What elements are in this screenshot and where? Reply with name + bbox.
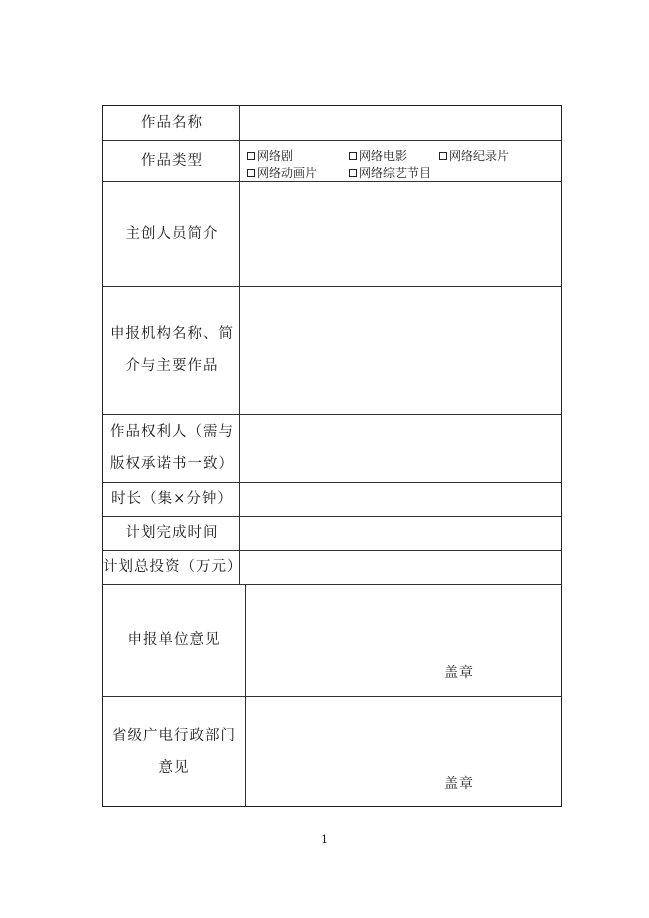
column-divider xyxy=(245,584,246,806)
label-work-name: 作品名称 xyxy=(141,115,203,131)
checkbox-icon[interactable] xyxy=(247,152,255,160)
checkbox-icon[interactable] xyxy=(349,169,357,177)
label-planned-completion: 计划完成时间 xyxy=(125,525,219,541)
label-creator-intro: 主创人员简介 xyxy=(125,225,219,242)
label-planned-investment: 计划总投资（万元） xyxy=(103,559,243,575)
seal-label-applicant: 盖章 xyxy=(444,665,474,681)
page-number: 1 xyxy=(321,833,328,846)
checkbox-icon[interactable] xyxy=(247,169,255,177)
label-applicant-org: 申报机构名称、简 介与主要作品 xyxy=(110,326,234,374)
label-applicant-opinion: 申报单位意见 xyxy=(127,632,221,648)
seal-label-provincial: 盖章 xyxy=(444,776,474,792)
type-option-web-film[interactable]: 网络电影 xyxy=(349,147,407,164)
type-option-web-variety[interactable]: 网络综艺节目 xyxy=(349,164,431,181)
label-rights-holder: 作品权利人（需与 版权承诺书一致） xyxy=(110,424,234,472)
type-option-web-documentary[interactable]: 网络纪录片 xyxy=(439,147,509,164)
type-option-web-drama[interactable]: 网络剧 xyxy=(247,147,293,164)
label-duration: 时长（集×分钟） xyxy=(111,491,233,507)
type-option-web-animation[interactable]: 网络动画片 xyxy=(247,164,317,181)
checkbox-icon[interactable] xyxy=(349,152,357,160)
label-work-type: 作品类型 xyxy=(141,152,203,169)
label-provincial-opinion: 省级广电行政部门 意见 xyxy=(112,728,236,776)
application-form-table xyxy=(102,105,562,807)
checkbox-icon[interactable] xyxy=(439,152,447,160)
